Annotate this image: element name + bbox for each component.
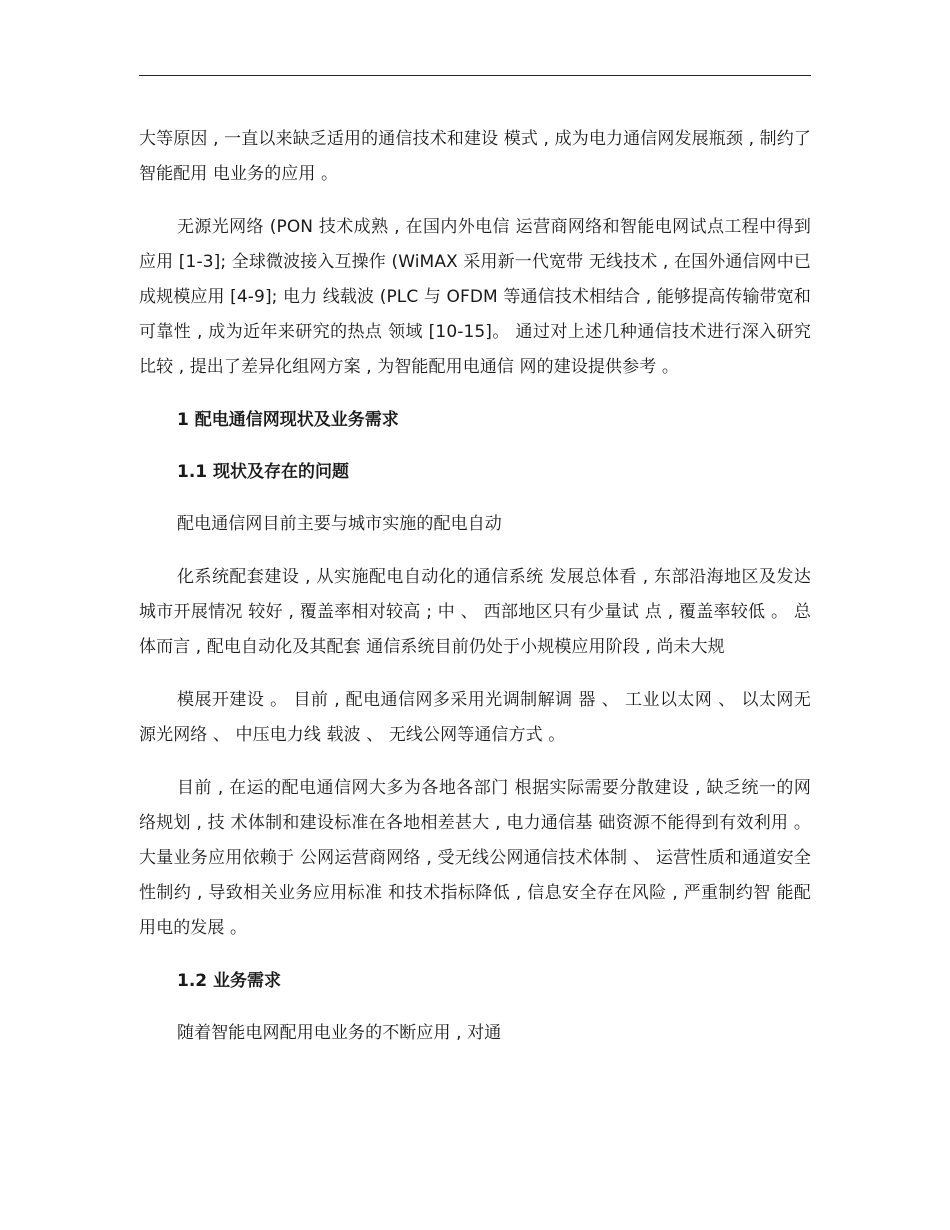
paragraph-status-a: 配电通信网目前主要与城市实施的配电自动 <box>177 514 502 534</box>
section-heading-1: 1 配电通信网现状及业务需求 <box>177 410 399 430</box>
paragraph-status-b: 化系统配套建设 , 从实施配电自动化的通信系统 发展总体看 , 东部沿海地区及发达城市开展情况 较好 , 覆盖率相对较高 ; 中 、 西部地区只有少量试 点 , 覆盖率较低 。 总体而言 , 配电自动化及其配套 通信系统目前仍处于小规模应用阶段 , 尚未大规 <box>139 567 811 657</box>
document-body <box>139 122 811 1051</box>
section-heading-1-1: 1.1 现状及存在的问题 <box>177 462 350 482</box>
paragraph-demand: 随着智能电网配用电业务的不断应用 , 对通 <box>177 1023 502 1043</box>
paragraph-intro-tail: 大等原因 , 一直以来缺乏适用的通信技术和建设 模式 , 成为电力通信网发展瓶颈 , 制约了智能配用 电业务的应用 。 <box>139 129 811 184</box>
section-heading-1-2: 1.2 业务需求 <box>177 971 282 991</box>
paragraph-pon: 无源光网络 (PON 技术成熟 , 在国内外电信 运营商网络和智能电网试点工程中得到应用 [1-3]; 全球微波接入互操作 (WiMAX 采用新一代宽带 无线技术 , 在国外通信网中已成规模应用 [4-9]; 电力 线载波 (PLC 与 OFDM 等通信技术相结合 , 能够提高传输带宽和可靠性 , 成为近年来研究的热点 领域 [10-15]。 通过对上述几种通信技术进行深入研究 比较 , 提出了差异化组网方案 , 为智能配用电通信 网的建设提供参考 。 <box>139 217 811 377</box>
header-rule <box>139 75 811 76</box>
paragraph-status-d: 目前 , 在运的配电通信网大多为各地各部门 根据实际需要分散建设 , 缺乏统一的网络规划 , 技 术体制和建设标准在各地相差甚大 , 电力通信基 础资源不能得到有效利用 。 大量业务应用依赖于 公网运营商网络 , 受无线公网通信技术体制 、 运营性质和通道安全性制约 , 导致相关业务应用标准 和技术指标降低 , 信息安全存在风险 , 严重制约智 能配用电的发展 。 <box>139 778 811 938</box>
paragraph-status-c: 模展开建设 。 目前 , 配电通信网多采用光调制解调 器 、 工业以太网 、 以太网无源光网络 、 中压电力线 载波 、 无线公网等通信方式 。 <box>139 690 811 745</box>
